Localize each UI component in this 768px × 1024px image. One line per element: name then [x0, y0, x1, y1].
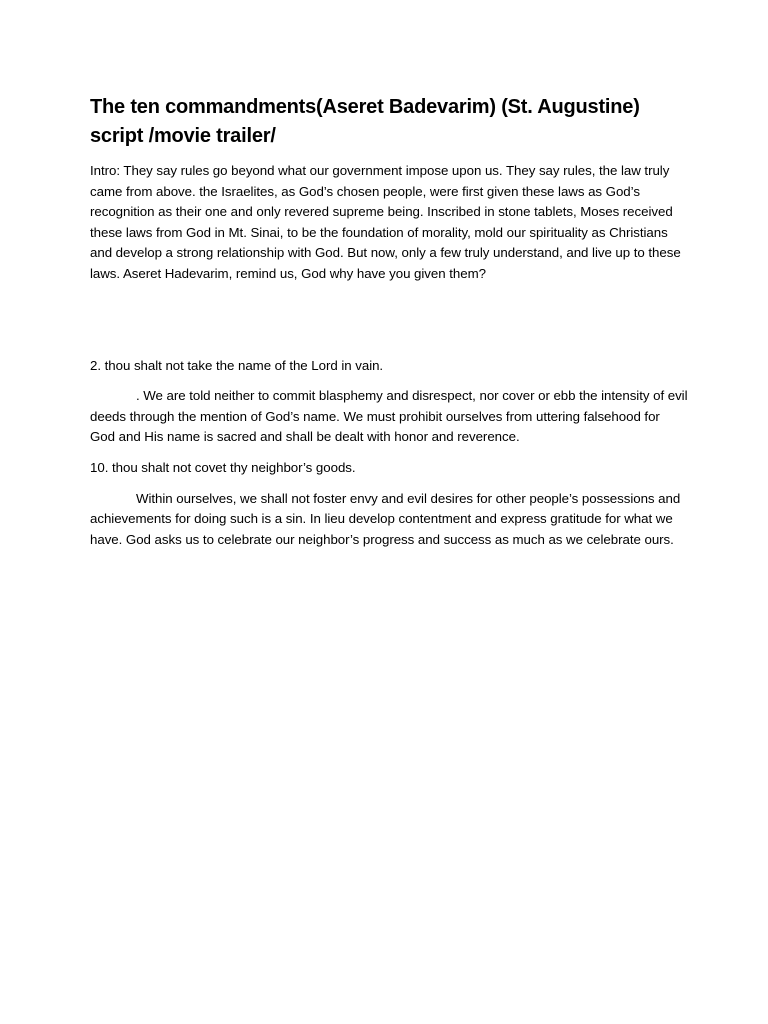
document-content	[90, 93, 688, 550]
commandment-10-heading: 10. thou shalt not covet thy neighbor’s goods.	[90, 459, 356, 475]
document-title	[90, 93, 688, 151]
commandment-2-body: . We are told neither to commit blasphemy and disrespect, nor cover or ebb the intensity of evil deeds through the mention of God’s name. We must prohibit ourselves from uttering falsehood for God and His name is sacred and shall be dealt with honor and reverence.	[90, 388, 688, 445]
intro-paragraph: Intro: They say rules go beyond what our government impose upon us. They say rules, the law truly came from above. the Israelites, as God’s chosen people, were first given these laws as God’s recognition as their one and only revered supreme being. Inscribed in stone tablets, Moses received these laws from God in Mt. Sinai, to be the foundation of morality, mold our spirituality as Christians and develop a strong relationship with God. But now, only a few truly understand, and live up to these laws. Aseret Hadevarim, remind us, God why have you given them?	[90, 163, 681, 281]
commandment-10-body: Within ourselves, we shall not foster envy and evil desires for other people’s possessions and achievements for doing such is a sin. In lieu develop contentment and express gratitude for what we have. God asks us to celebrate our neighbor’s progress and success as much as we celebrate ours.	[90, 490, 681, 547]
commandment-2-heading: 2. thou shalt not take the name of the Lord in vain.	[90, 357, 384, 373]
document-title-line-1: The ten commandments(Aseret Badevarim) (St. Augustine)	[90, 96, 640, 118]
document-title-line-2: script /movie trailer/	[90, 125, 276, 147]
